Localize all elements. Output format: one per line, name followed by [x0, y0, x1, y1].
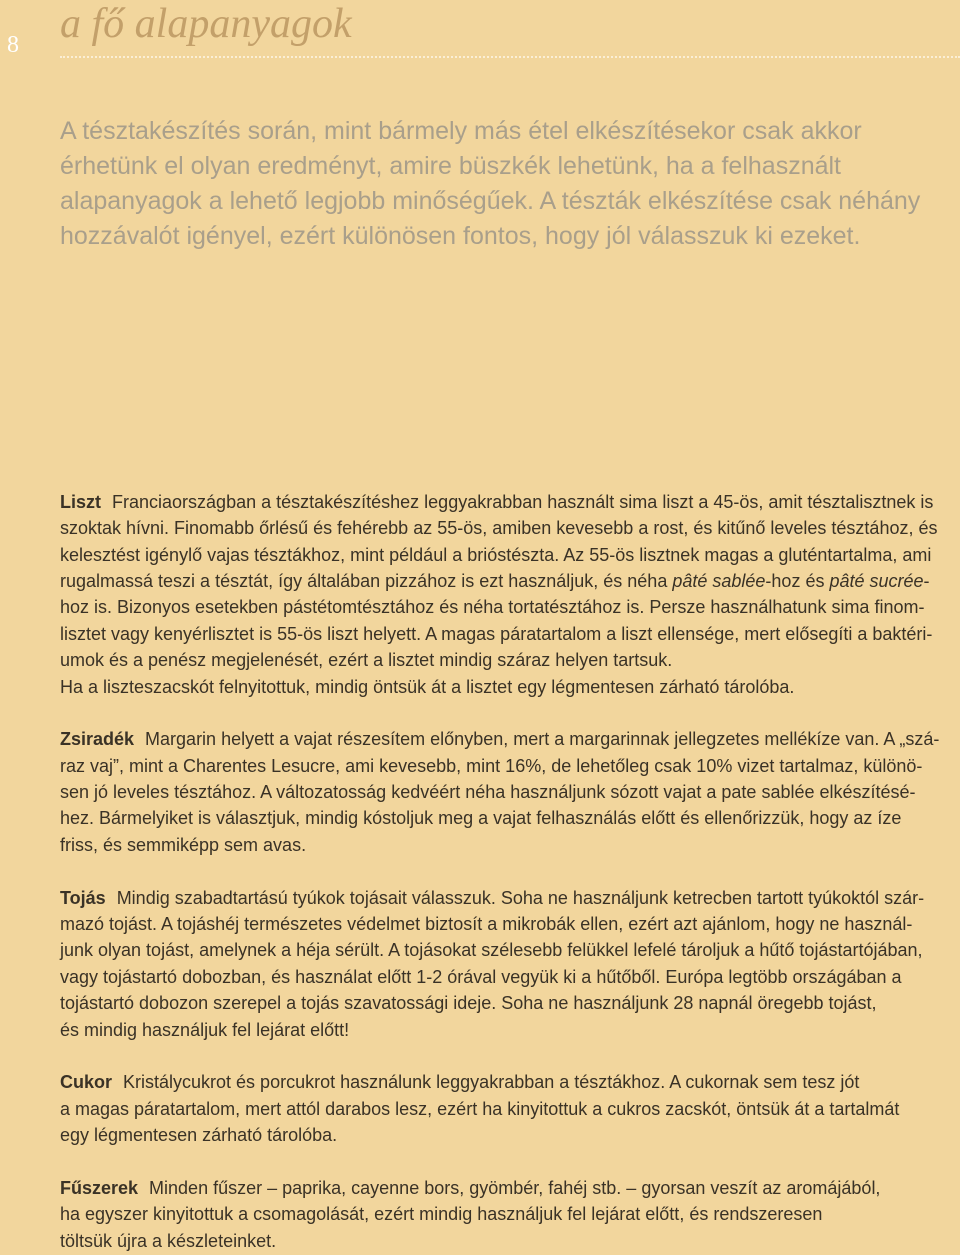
paragraph-line: töltsük újra a készleteinket.: [60, 1230, 277, 1251]
intro-paragraph: [60, 114, 950, 254]
paragraph-line: [60, 489, 958, 515]
paragraph-line: és mindig használjuk fel lejárat előtt!: [60, 1019, 350, 1040]
line-text: Mindig szabadtartású tyúkok tojásait válasszuk. Soha ne használjunk ketrecben tartott tyúkoktól szár-: [116, 887, 925, 908]
line-text: Margarin helyett a vajat részesítem előnyben, mert a margarinnak jellegzetes mellékíze van. A „szá-: [145, 729, 940, 750]
term-label: Liszt: [60, 491, 102, 512]
section-fuszerek: [60, 1175, 958, 1254]
intro-line: érhetünk el olyan eredményt, amire büszkék lehetünk, ha a felhasznált: [60, 151, 842, 180]
italic-term: pâté sucrée: [829, 570, 924, 591]
page-number: 8: [7, 32, 19, 58]
line-text: Kristálycukrot és porcukrot használunk leggyakrabban a tésztákhoz. A cukornak sem tesz jót: [123, 1072, 860, 1093]
ingredients-text: [60, 489, 958, 1254]
term-label: Zsiradék: [60, 729, 135, 750]
line-text: -: [923, 570, 930, 591]
intro-line: alapanyagok a lehető legjobb minőségűek. A tészták elkészítése csak néhány: [60, 186, 921, 215]
paragraph-line: mazó tojást. A tojáshéj természetes védelmet biztosít a mikrobák ellen, ezért azt ajánlom, hogy ne használ-: [60, 914, 913, 935]
paragraph-line: umok és a penész megjelenését, ezért a lisztet mindig száraz helyen tartsuk.: [60, 650, 673, 671]
line-text: -hoz és: [765, 570, 830, 591]
paragraph-line: vagy tojástartó dobozban, és használat előtt 1-2 órával vegyük ki a hűtőből. Európa legtöbb országában a: [60, 966, 902, 987]
term-label: Fűszerek: [60, 1177, 139, 1198]
dotted-divider: [60, 56, 960, 58]
paragraph-line: egy légmentesen zárható tárolóba.: [60, 1125, 338, 1146]
section-title: a fő alapanyagok: [60, 1, 352, 47]
paragraph-line: [60, 1069, 958, 1095]
section-cukor: [60, 1069, 958, 1148]
paragraph-line: hez. Bármelyiket is választjuk, mindig kóstoljuk meg a vajat felhasználás előtt és ellenőrizzük, hogy az íze: [60, 808, 902, 829]
paragraph-line: [60, 726, 958, 752]
paragraph-line: friss, és semmiképp sem avas.: [60, 834, 307, 855]
section-tojas: [60, 885, 958, 1043]
paragraph-line: a magas páratartalom, mert attól darabos lesz, ezért ha kinyitottuk a cukros zacskót, öntsük át a tartalmát: [60, 1098, 900, 1119]
section-liszt: [60, 489, 958, 700]
paragraph-line: [60, 885, 958, 911]
italic-term: pâté sablée: [672, 570, 766, 591]
paragraph-line: ha egyszer kinyitottuk a csomagolását, ezért mindig használjuk fel lejárat előtt, és rendszeresen: [60, 1204, 823, 1225]
paragraph-line: sen jó leveles tésztához. A változatosság kedvéért néha használjunk sózott vajat a pate sablée elkészítésé-: [60, 782, 916, 803]
paragraph-line: tojástartó dobozon szerepel a tojás szavatossági ideje. Soha ne használjunk 28 napnál öregebb tojást,: [60, 993, 877, 1014]
paragraph-line: kelesztést igénylő vajas tésztákhoz, mint például a brióstészta. Az 55-ös lisztnek magas a gluténtartalma, ami: [60, 544, 932, 565]
paragraph-line: [60, 568, 958, 594]
paragraph-line: Ha a liszteszacskót felnyitottuk, mindig öntsük át a lisztet egy légmentesen zárható tárolóba.: [60, 676, 795, 697]
paragraph-line: raz vaj”, mint a Charentes Lesucre, ami kevesebb, mint 16%, de lehetőleg csak 10% vizet tartalmaz, különö-: [60, 755, 923, 776]
line-text: Franciaországban a tésztakészítéshez leggyakrabban használt sima liszt a 45-ös, amit tésztalisztnek is: [112, 491, 934, 512]
paragraph-line: szoktak hívni. Finomabb őrlésű és fehérebb az 55-ös, amiben kevesebb a rost, és kitűnő leveles tésztához, és: [60, 518, 938, 539]
section-zsiradek: [60, 726, 958, 858]
term-label: Tojás: [60, 887, 106, 908]
line-text: Minden fűszer – paprika, cayenne bors, gyömbér, fahéj stb. – gyorsan veszít az aromájából,: [149, 1177, 881, 1198]
intro-line: hozzávalót igényel, ezért különösen fontos, hogy jól válasszuk ki ezeket.: [60, 221, 861, 250]
paragraph-line: hoz is. Bizonyos esetekben pástétomtésztához és néha tortatésztához is. Persze használhatunk sima finom-: [60, 597, 925, 618]
line-text: rugalmassá teszi a tésztát, így általában pizzához is ezt használjuk, és néha: [60, 570, 673, 591]
intro-line: A tésztakészítés során, mint bármely más étel elkészítésekor csak akkor: [60, 116, 862, 145]
paragraph-line: junk olyan tojást, amelynek a héja sérült. A tojásokat szélesebb felükkel lefelé tároljuk a hűtő tojástartójában,: [60, 940, 923, 961]
paragraph-line: [60, 1175, 958, 1201]
paragraph-line: lisztet vagy kenyérlisztet is 55-ös liszt helyett. A magas páratartalom a liszt ellensége, mert elősegíti a baktéri-: [60, 623, 933, 644]
term-label: Cukor: [60, 1072, 113, 1093]
